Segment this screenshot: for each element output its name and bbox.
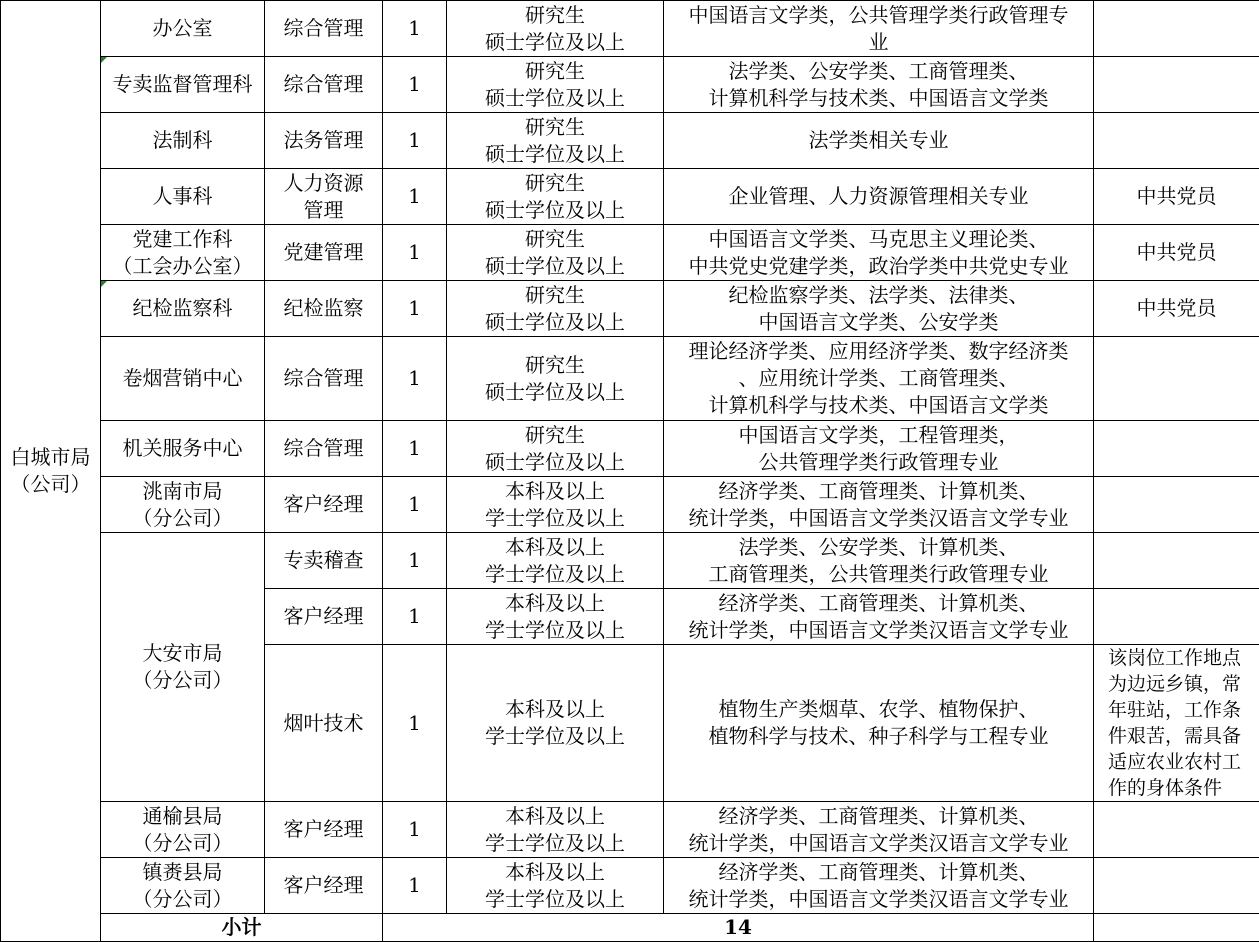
education-cell: 研究生 硕士学位及以上: [447, 1, 664, 57]
count-cell: 1: [383, 57, 447, 113]
count-cell: 1: [383, 169, 447, 225]
count-cell: 1: [383, 281, 447, 337]
major-cell: 理论经济学类、应用经济学类、数字经济类 、应用统计学类、工商管理类、 计算机科学与技术类、中国语言文学类: [664, 337, 1094, 421]
unit-cell: 法制科: [101, 113, 265, 169]
education-cell: 本科及以上 学士学位及以上: [447, 533, 664, 589]
position-cell: 纪检监察: [265, 281, 383, 337]
table-row: [1, 1, 1259, 57]
other-cell: [1094, 57, 1259, 113]
other-cell: [1094, 1, 1259, 57]
position-cell: 综合管理: [265, 1, 383, 57]
position-cell: 人力资源 管理: [265, 169, 383, 225]
unit-cell: 通榆县局 （分公司）: [101, 802, 265, 858]
education-cell: 研究生 硕士学位及以上: [447, 225, 664, 281]
unit-cell: 大安市局 （分公司）: [101, 533, 265, 802]
other-cell: [1094, 589, 1259, 645]
major-cell: 法学类相关专业: [664, 113, 1094, 169]
table-row: [1, 533, 1259, 589]
count-cell: 1: [383, 421, 447, 477]
position-cell: 综合管理: [265, 337, 383, 421]
table-row: [1, 337, 1259, 421]
major-cell: 经济学类、工商管理类、计算机类、 统计学类，中国语言文学类汉语言文学专业: [664, 858, 1094, 914]
subtotal-value: 14: [383, 914, 1094, 942]
unit-cell: 机关服务中心: [101, 421, 265, 477]
other-cell: [1094, 533, 1259, 589]
major-cell: 植物生产类烟草、农学、植物保护、 植物科学与技术、种子科学与工程专业: [664, 645, 1094, 802]
table-row: [1, 113, 1259, 169]
table-row: [1, 858, 1259, 914]
major-cell: 经济学类、工商管理类、计算机类、 统计学类，中国语言文学类汉语言文学专业: [664, 589, 1094, 645]
major-cell: 纪检监察学类、法学类、法律类、 中国语言文学类、公安学类: [664, 281, 1094, 337]
unit-cell: 洮南市局 （分公司）: [101, 477, 265, 533]
position-cell: 烟叶技术: [265, 645, 383, 802]
unit-cell: 办公室: [101, 1, 265, 57]
education-cell: 研究生 硕士学位及以上: [447, 421, 664, 477]
major-cell: 经济学类、工商管理类、计算机类、 统计学类，中国语言文学类汉语言文学专业: [664, 477, 1094, 533]
position-cell: 党建管理: [265, 225, 383, 281]
position-cell: 客户经理: [265, 802, 383, 858]
unit-cell: 镇赉县局 （分公司）: [101, 858, 265, 914]
education-cell: 本科及以上 学士学位及以上: [447, 858, 664, 914]
other-cell: [1094, 477, 1259, 533]
position-cell: 客户经理: [265, 858, 383, 914]
major-cell: 中国语言文学类、马克思主义理论类、 中共党史党建学类，政治学类中共党史专业: [664, 225, 1094, 281]
other-cell: [1094, 858, 1259, 914]
major-cell: 法学类、公安学类、工商管理类、 计算机科学与技术类、中国语言文学类: [664, 57, 1094, 113]
major-cell: 中国语言文学类，公共管理学类行政管理专 业: [664, 1, 1094, 57]
unit-cell: 人事科: [101, 169, 265, 225]
position-cell: 客户经理: [265, 477, 383, 533]
count-cell: 1: [383, 477, 447, 533]
education-cell: 本科及以上 学士学位及以上: [447, 645, 664, 802]
other-cell: 该岗位工作地点 为边远乡镇，常 年驻站，工作条 件艰苦，需具备 适应农业农村工 作的身体条件: [1094, 645, 1259, 802]
count-cell: 1: [383, 645, 447, 802]
subtotal-empty: [1094, 914, 1259, 942]
position-cell: 专卖稽查: [265, 533, 383, 589]
position-cell: 客户经理: [265, 589, 383, 645]
education-cell: 本科及以上 学士学位及以上: [447, 589, 664, 645]
education-cell: 研究生 硕士学位及以上: [447, 169, 664, 225]
position-cell: 综合管理: [265, 421, 383, 477]
table-row: [1, 802, 1259, 858]
unit-cell: 卷烟营销中心: [101, 337, 265, 421]
bureau-cell: 白城市局 （公司）: [1, 1, 101, 942]
major-cell: 中国语言文学类，工程管理类， 公共管理学类行政管理专业: [664, 421, 1094, 477]
count-cell: 1: [383, 802, 447, 858]
position-cell: 法务管理: [265, 113, 383, 169]
education-cell: 本科及以上 学士学位及以上: [447, 802, 664, 858]
education-cell: 研究生 硕士学位及以上: [447, 113, 664, 169]
major-cell: 经济学类、工商管理类、计算机类、 统计学类，中国语言文学类汉语言文学专业: [664, 802, 1094, 858]
education-cell: 本科及以上 学士学位及以上: [447, 477, 664, 533]
other-cell: 中共党员: [1094, 169, 1259, 225]
major-cell: 法学类、公安学类、计算机类、 工商管理类，公共管理类行政管理专业: [664, 533, 1094, 589]
education-cell: 研究生 硕士学位及以上: [447, 337, 664, 421]
other-cell: [1094, 421, 1259, 477]
count-cell: 1: [383, 1, 447, 57]
table-row: [1, 421, 1259, 477]
table-row: [1, 477, 1259, 533]
unit-cell: 专卖监督管理科: [101, 57, 265, 113]
unit-cell: 纪检监察科: [101, 281, 265, 337]
other-cell: 中共党员: [1094, 225, 1259, 281]
other-cell: [1094, 802, 1259, 858]
count-cell: 1: [383, 589, 447, 645]
major-cell: 企业管理、人力资源管理相关专业: [664, 169, 1094, 225]
count-cell: 1: [383, 225, 447, 281]
count-cell: 1: [383, 337, 447, 421]
unit-cell: 党建工作科 （工会办公室）: [101, 225, 265, 281]
table-row: [1, 281, 1259, 337]
subtotal-label: 小计: [101, 914, 383, 942]
other-cell: 中共党员: [1094, 281, 1259, 337]
table-row: [1, 169, 1259, 225]
count-cell: 1: [383, 113, 447, 169]
subtotal-row: [1, 914, 1259, 942]
education-cell: 研究生 硕士学位及以上: [447, 57, 664, 113]
education-cell: 研究生 硕士学位及以上: [447, 281, 664, 337]
count-cell: 1: [383, 533, 447, 589]
position-cell: 综合管理: [265, 57, 383, 113]
count-cell: 1: [383, 858, 447, 914]
table-row: [1, 57, 1259, 113]
other-cell: [1094, 337, 1259, 421]
other-cell: [1094, 113, 1259, 169]
table-row: [1, 225, 1259, 281]
